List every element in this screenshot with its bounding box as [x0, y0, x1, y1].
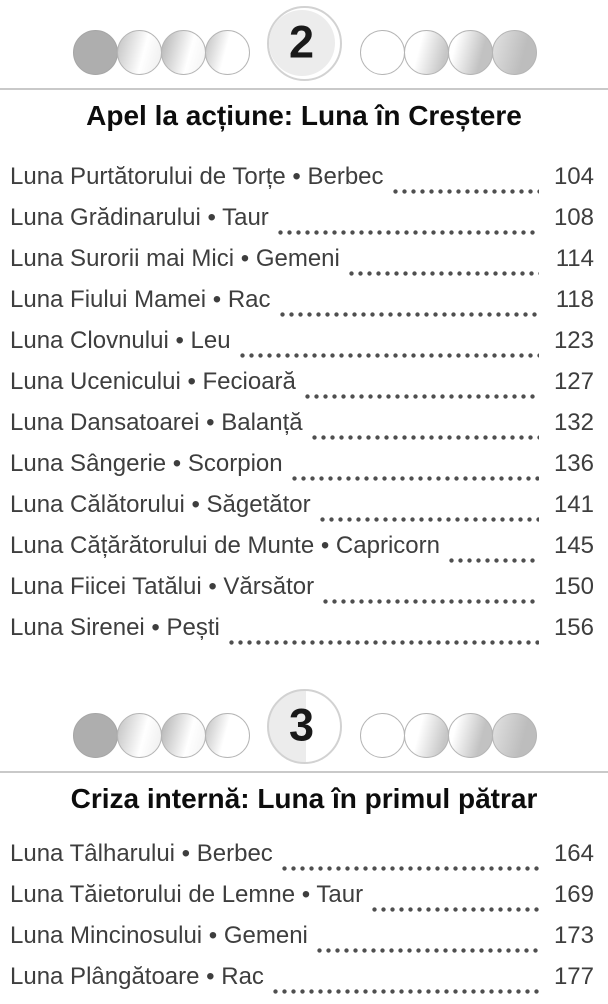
chapter-number: 2: [288, 16, 315, 68]
chapter-moon-badge: [267, 689, 342, 764]
dot-leader: [349, 271, 539, 276]
entry-label: Luna Surorii mai Mici • Gemeni: [10, 245, 340, 272]
waxing-moon-row: [73, 30, 249, 75]
toc-entry[interactable]: [10, 922, 594, 963]
waxing-crescent-icon: [117, 713, 162, 758]
first-quarter-icon: [161, 713, 206, 758]
entry-page-number: 150: [553, 573, 594, 600]
entry-label: Luna Mincinosului • Gemeni: [10, 922, 308, 949]
toc-entry[interactable]: [10, 963, 594, 1004]
waning-moon-row: [360, 30, 536, 75]
entry-page-number: 108: [553, 204, 594, 231]
entry-label: Luna Plângătoare • Rac: [10, 963, 264, 990]
dot-leader: [393, 189, 539, 194]
toc-entry[interactable]: [10, 409, 594, 450]
new-moon-icon: [73, 30, 118, 75]
waxing-moon-row: [73, 713, 249, 758]
waxing-gibbous-icon: [205, 713, 250, 758]
toc-entry[interactable]: [10, 204, 594, 245]
entry-page-number: 141: [553, 491, 594, 518]
dot-leader: [323, 599, 539, 604]
chapter-3-section: [0, 683, 608, 1004]
chapter-number: 3: [288, 699, 315, 751]
dot-leader: [372, 907, 539, 912]
toc-entry[interactable]: [10, 368, 594, 409]
entry-page-number: 132: [553, 409, 594, 436]
toc-entry[interactable]: [10, 286, 594, 327]
toc-entry[interactable]: [10, 881, 594, 922]
dot-leader: [282, 866, 539, 871]
chapter-title: Apel la acțiune: Luna în Creștere: [86, 100, 522, 131]
dot-leader: [273, 989, 539, 994]
dot-leader: [312, 435, 539, 440]
entry-page-number: 164: [553, 840, 594, 867]
toc-entry[interactable]: [10, 573, 594, 614]
dot-leader: [317, 948, 539, 953]
waning-gibbous-icon: [404, 713, 449, 758]
entry-page-number: 127: [553, 368, 594, 395]
entry-label: Luna Clovnului • Leu: [10, 327, 231, 354]
chapter-moon-badge: [267, 6, 342, 81]
entry-label: Luna Grădinarului • Taur: [10, 204, 269, 231]
waning-gibbous-icon: [404, 30, 449, 75]
toc-entry[interactable]: [10, 840, 594, 881]
toc-entry[interactable]: [10, 245, 594, 286]
entry-label: Luna Fiicei Tatălui • Vărsător: [10, 573, 315, 600]
dot-leader: [240, 353, 539, 358]
entry-label: Luna Călătorului • Săgetător: [10, 491, 311, 518]
toc-entry[interactable]: [10, 163, 594, 204]
entry-page-number: 145: [553, 532, 594, 559]
waning-moon-row: [360, 713, 536, 758]
dot-leader: [292, 476, 539, 481]
divider: [0, 771, 608, 773]
entry-label: Luna Cățărătorului de Munte • Capricorn: [10, 532, 440, 559]
moon-phase-header: [0, 0, 608, 88]
entry-label: Luna Sângerie • Scorpion: [10, 450, 283, 477]
dot-leader: [305, 394, 539, 399]
entry-label: Luna Tăietorului de Lemne • Taur: [10, 881, 364, 908]
toc-entry[interactable]: [10, 614, 594, 655]
waxing-gibbous-icon: [205, 30, 250, 75]
dot-leader: [449, 558, 539, 563]
waning-crescent-icon: [492, 30, 537, 75]
last-quarter-icon: [448, 30, 493, 75]
toc-list: [0, 840, 608, 1004]
entry-label: Luna Fiului Mamei • Rac: [10, 286, 271, 313]
full-moon-icon: [360, 713, 405, 758]
entry-page-number: 118: [555, 286, 594, 313]
waxing-crescent-icon: [117, 30, 162, 75]
toc-entry[interactable]: [10, 327, 594, 368]
entry-page-number: 136: [553, 450, 594, 477]
chapter-title: Criza internă: Luna în primul pătrar: [70, 783, 538, 814]
moon-phase-header: [0, 683, 608, 771]
entry-page-number: 169: [553, 881, 594, 908]
dot-leader: [320, 517, 539, 522]
toc-entry[interactable]: [10, 450, 594, 491]
dot-leader: [229, 640, 539, 645]
entry-page-number: 177: [553, 963, 594, 990]
dot-leader: [280, 312, 539, 317]
entry-page-number: 114: [555, 245, 594, 272]
entry-page-number: 156: [553, 614, 594, 641]
entry-label: Luna Ucenicului • Fecioară: [10, 368, 296, 395]
entry-page-number: 173: [553, 922, 594, 949]
first-quarter-icon: [161, 30, 206, 75]
entry-label: Luna Dansatoarei • Balanță: [10, 409, 303, 436]
dot-leader: [278, 230, 539, 235]
entry-page-number: 104: [553, 163, 594, 190]
entry-label: Luna Sirenei • Pești: [10, 614, 220, 641]
entry-page-number: 123: [553, 327, 594, 354]
toc-list: [0, 163, 608, 655]
entry-label: Luna Tâlharului • Berbec: [10, 840, 273, 867]
divider: [0, 88, 608, 90]
toc-entry[interactable]: [10, 532, 594, 573]
full-moon-icon: [360, 30, 405, 75]
toc-entry[interactable]: [10, 491, 594, 532]
entry-label: Luna Purtătorului de Torțe • Berbec: [10, 163, 384, 190]
last-quarter-icon: [448, 713, 493, 758]
new-moon-icon: [73, 713, 118, 758]
waning-crescent-icon: [492, 713, 537, 758]
